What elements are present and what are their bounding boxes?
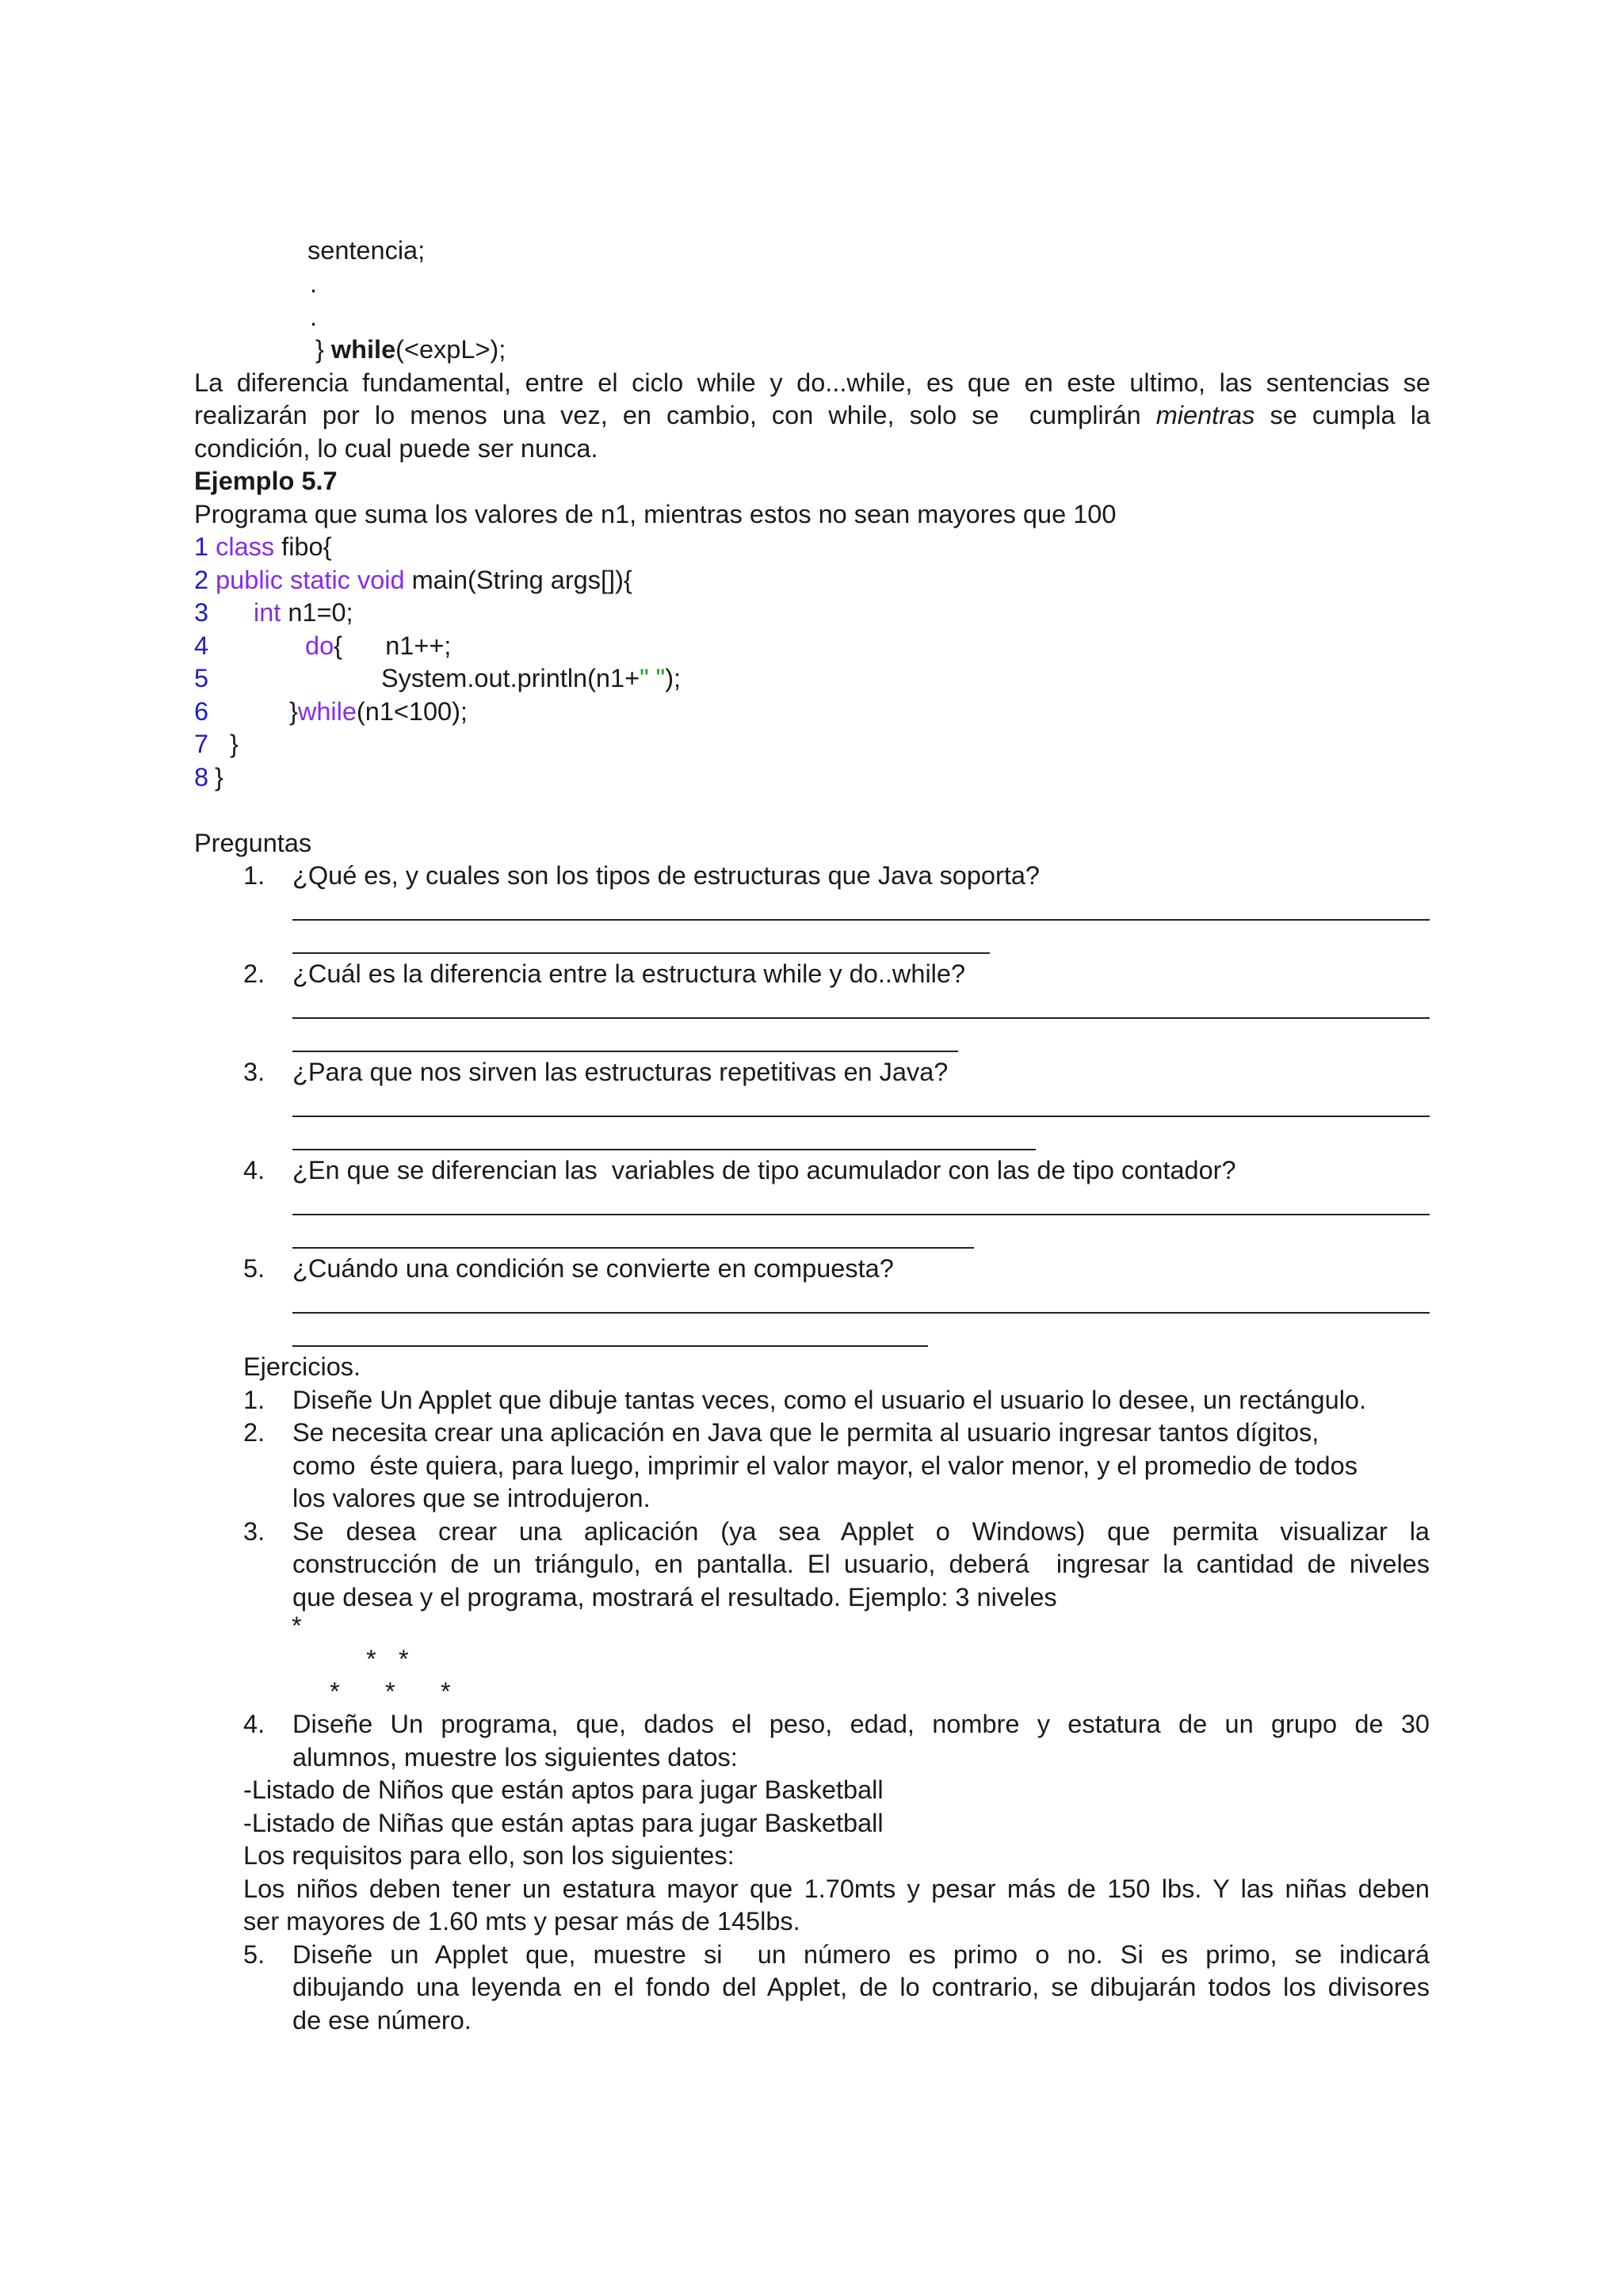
triangle-star: * [441, 1677, 451, 1706]
triangle-star: * [385, 1677, 395, 1706]
paragraph-line: condición, lo cual puede ser nunca. [194, 434, 598, 463]
exercise-text: Se desea crear una aplicación (ya sea Applet o Windows) que permita visualizar la [292, 1517, 1430, 1546]
line-number: 5 [194, 664, 209, 692]
exercise-text: alumnos, muestre los siguientes datos: [292, 1743, 738, 1772]
question-number: 3. [243, 1058, 265, 1086]
line-number: 6 [194, 697, 209, 726]
exercise-text: que desea y el programa, mostrará el resultado. Ejemplo: 3 niveles [292, 1583, 1057, 1611]
question-number: 5. [243, 1254, 265, 1283]
exercise-text: Diseñe Un Applet que dibuje tantas veces, como el usuario el usuario lo desee, un rectángulo. [292, 1386, 1367, 1414]
exercise-text: Diseñe un Applet que, muestre si un número es primo o no. Si es primo, se indicará [292, 1940, 1430, 1969]
requirements-heading: Los requisitos para ello, son los siguientes: [243, 1841, 735, 1870]
exercise-text: Se necesita crear una aplicación en Java que le permita al usuario ingresar tantos dígitos, [292, 1418, 1319, 1447]
line-number: 3 [194, 598, 209, 627]
question-text: ¿Cuál es la diferencia entre la estructura while y do..while? [292, 959, 966, 988]
exercise-text: de ese número. [292, 2006, 472, 2035]
code-line: 2 public static void main(String args[]){ [194, 566, 632, 594]
code-line: int n1=0; [254, 598, 353, 627]
question-text: ¿Qué es, y cuales son los tipos de estructuras que Java soporta? [292, 861, 1041, 890]
paragraph-line: realizarán por lo menos una vez, en cambio, con while, solo se cumplirán mientras se cumpla la [194, 401, 1430, 429]
exercise-text: como éste quiera, para luego, imprimir el valor mayor, el valor menor, y el promedio de todos [292, 1451, 1358, 1480]
answer-line[interactable] [292, 1149, 1036, 1150]
triangle-star: * [366, 1645, 376, 1673]
line-number: 2 [194, 566, 209, 594]
question-text: ¿En que se diferencian las variables de tipo acumulador con las de tipo contador? [292, 1156, 1236, 1184]
answer-line[interactable] [292, 1247, 974, 1249]
code-line: 1 class fibo{ [194, 532, 332, 561]
requirements-text: ser mayores de 1.60 mts y pesar más de 145lbs. [243, 1907, 800, 1936]
question-number: 2. [243, 959, 265, 988]
answer-line[interactable] [292, 1116, 1430, 1117]
exercise-text: dibujando una leyenda en el fondo del Applet, de lo contrario, se dibujarán todos los divisores [292, 1973, 1430, 2001]
exercise-number: 4. [243, 1710, 265, 1738]
code-statement: sentencia; [307, 236, 426, 265]
triangle-star: * [330, 1677, 340, 1706]
requirements-text: Los niños deben tener un estatura mayor que 1.70mts y pesar más de 150 lbs. Y las niñas deben [243, 1875, 1430, 1903]
triangle-star: * [399, 1645, 409, 1673]
line-number: 4 [194, 631, 209, 660]
exercise-text: los valores que se introdujeron. [292, 1484, 651, 1512]
example-title: Ejemplo 5.7 [194, 467, 338, 495]
exercise-text: construcción de un triángulo, en pantalla. El usuario, deberá ingresar la cantidad de niveles [292, 1550, 1430, 1578]
exercise-number: 3. [243, 1517, 265, 1546]
ellipsis-dot: . [310, 269, 318, 298]
code-line: } [215, 763, 223, 791]
exercise-text: Diseñe Un programa, que, dados el peso, edad, nombre y estatura de un grupo de 30 [292, 1710, 1430, 1738]
list-item: -Listado de Niñas que están aptas para jugar Basketball [243, 1809, 884, 1837]
example-description: Programa que suma los valores de n1, mientras estos no sean mayores que 100 [194, 500, 1117, 528]
question-number: 4. [243, 1156, 265, 1184]
line-number: 1 [194, 532, 209, 561]
answer-line[interactable] [292, 919, 1430, 921]
answer-line[interactable] [292, 1312, 1430, 1314]
ellipsis-dot: . [310, 303, 318, 331]
exercise-number: 2. [243, 1418, 265, 1447]
answer-line[interactable] [292, 1017, 1430, 1019]
code-line: } [230, 730, 239, 758]
answer-line[interactable] [292, 1051, 958, 1052]
exercise-number: 5. [243, 1940, 265, 1969]
code-line: do{ n1++; [305, 631, 452, 660]
code-line: }while(n1<100); [289, 697, 468, 726]
paragraph-line: La diferencia fundamental, entre el ciclo while y do...while, es que en este ultimo, las sentencias se [194, 368, 1430, 397]
list-item: -Listado de Niños que están aptos para jugar Basketball [243, 1775, 884, 1804]
answer-line[interactable] [292, 952, 990, 954]
question-text: ¿Para que nos sirven las estructuras repetitivas en Java? [292, 1058, 949, 1086]
exercise-number: 1. [243, 1386, 265, 1414]
answer-line[interactable] [292, 1214, 1430, 1215]
triangle-star: * [292, 1611, 302, 1640]
question-number: 1. [243, 861, 265, 890]
question-text: ¿Cuándo una condición se convierte en compuesta? [292, 1254, 894, 1283]
exercises-heading: Ejercicios. [243, 1352, 361, 1381]
line-number: 7 [194, 730, 209, 758]
answer-line[interactable] [292, 1345, 928, 1347]
questions-heading: Preguntas [194, 829, 312, 857]
code-line: System.out.println(n1+" "); [381, 664, 682, 692]
line-number: 8 [194, 763, 209, 791]
do-while-close: } while(<expL>); [315, 335, 506, 364]
